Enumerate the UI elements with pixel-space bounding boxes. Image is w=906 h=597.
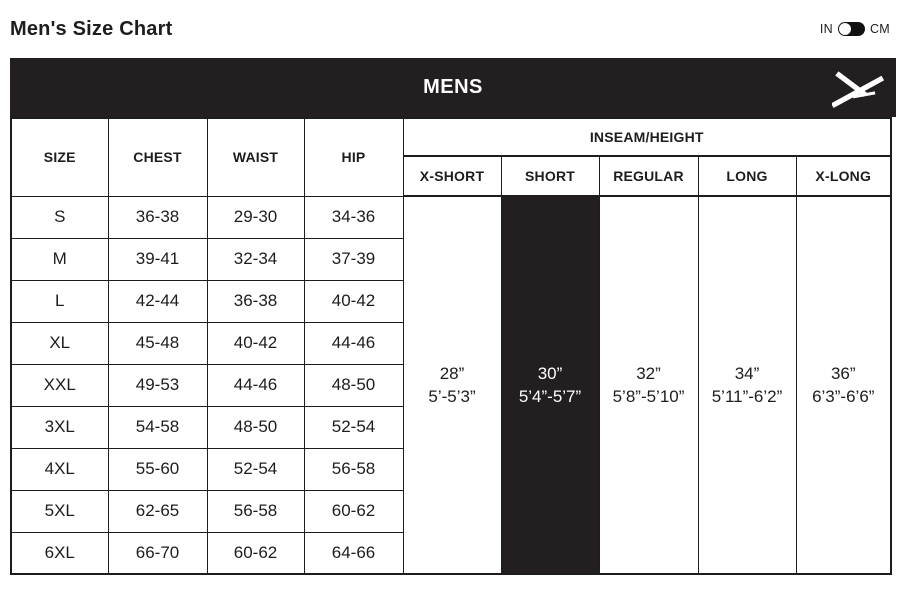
unit-toggle[interactable] bbox=[820, 22, 890, 36]
col-header-chest: CHEST bbox=[108, 118, 207, 196]
unit-label-in: IN bbox=[819, 22, 833, 36]
col-header-inseam-height: INSEAM/HEIGHT bbox=[403, 118, 891, 156]
waist-cell: 56-58 bbox=[207, 490, 304, 532]
waist-cell: 60-62 bbox=[207, 532, 304, 574]
size-cell: 4XL bbox=[11, 448, 108, 490]
altra-logo-icon bbox=[832, 67, 884, 109]
chest-cell: 39-41 bbox=[108, 238, 207, 280]
size-cell: S bbox=[11, 196, 108, 238]
inseam-cell-long bbox=[698, 196, 796, 574]
chest-cell: 62-65 bbox=[108, 490, 207, 532]
size-cell: 5XL bbox=[11, 490, 108, 532]
inseam-cell-short bbox=[501, 196, 599, 574]
hip-cell: 64-66 bbox=[304, 532, 403, 574]
waist-cell: 48-50 bbox=[207, 406, 304, 448]
size-cell: XL bbox=[11, 322, 108, 364]
size-chart-table bbox=[10, 117, 892, 575]
size-cell: 6XL bbox=[11, 532, 108, 574]
table-banner bbox=[10, 58, 896, 117]
height-range: 5’-5’3” bbox=[428, 387, 476, 406]
inseam-value: 30” bbox=[537, 364, 563, 383]
chest-cell: 36-38 bbox=[108, 196, 207, 238]
header-row-main bbox=[11, 118, 891, 156]
height-range: 6’3”-6’6” bbox=[812, 387, 875, 406]
toggle-knob-icon bbox=[839, 23, 851, 35]
chest-cell: 42-44 bbox=[108, 280, 207, 322]
waist-cell: 52-54 bbox=[207, 448, 304, 490]
hip-cell: 48-50 bbox=[304, 364, 403, 406]
hip-cell: 60-62 bbox=[304, 490, 403, 532]
chest-cell: 45-48 bbox=[108, 322, 207, 364]
inseam-cell-regular bbox=[599, 196, 698, 574]
unit-toggle-switch[interactable] bbox=[838, 22, 865, 36]
waist-cell: 36-38 bbox=[207, 280, 304, 322]
hip-cell: 44-46 bbox=[304, 322, 403, 364]
height-range: 5’8”-5’10” bbox=[612, 387, 685, 406]
col-header-size: SIZE bbox=[11, 118, 108, 196]
chest-cell: 54-58 bbox=[108, 406, 207, 448]
page-title: Men's Size Chart bbox=[10, 17, 173, 40]
table-row bbox=[11, 196, 891, 238]
inseam-value: 28” bbox=[439, 364, 465, 383]
waist-cell: 44-46 bbox=[207, 364, 304, 406]
inseam-col-header-long: LONG bbox=[698, 156, 796, 196]
inseam-value: 34” bbox=[734, 364, 760, 383]
height-range: 5’4”-5’7” bbox=[518, 387, 582, 406]
inseam-cell-x-long bbox=[796, 196, 891, 574]
hip-cell: 52-54 bbox=[304, 406, 403, 448]
waist-cell: 29-30 bbox=[207, 196, 304, 238]
hip-cell: 56-58 bbox=[304, 448, 403, 490]
chest-cell: 66-70 bbox=[108, 532, 207, 574]
inseam-value: 32” bbox=[636, 364, 661, 383]
size-cell: XXL bbox=[11, 364, 108, 406]
inseam-value: 36” bbox=[830, 364, 856, 383]
inseam-col-header-short: SHORT bbox=[501, 156, 599, 196]
unit-label-cm: CM bbox=[869, 22, 890, 36]
waist-cell: 32-34 bbox=[207, 238, 304, 280]
inseam-col-header-x-long: X-LONG bbox=[796, 156, 891, 196]
top-bar bbox=[10, 0, 896, 58]
size-cell: M bbox=[11, 238, 108, 280]
hip-cell: 34-36 bbox=[304, 196, 403, 238]
banner-title: MENS bbox=[423, 76, 483, 98]
chest-cell: 49-53 bbox=[108, 364, 207, 406]
hip-cell: 37-39 bbox=[304, 238, 403, 280]
waist-cell: 40-42 bbox=[207, 322, 304, 364]
col-header-hip: HIP bbox=[304, 118, 403, 196]
size-cell: L bbox=[11, 280, 108, 322]
inseam-cell-x-short bbox=[403, 196, 501, 574]
hip-cell: 40-42 bbox=[304, 280, 403, 322]
height-range: 5’11”-6’2” bbox=[711, 387, 783, 406]
inseam-col-header-regular: REGULAR bbox=[599, 156, 698, 196]
chest-cell: 55-60 bbox=[108, 448, 207, 490]
col-header-waist: WAIST bbox=[207, 118, 304, 196]
inseam-col-header-x-short: X-SHORT bbox=[403, 156, 501, 196]
size-cell: 3XL bbox=[11, 406, 108, 448]
